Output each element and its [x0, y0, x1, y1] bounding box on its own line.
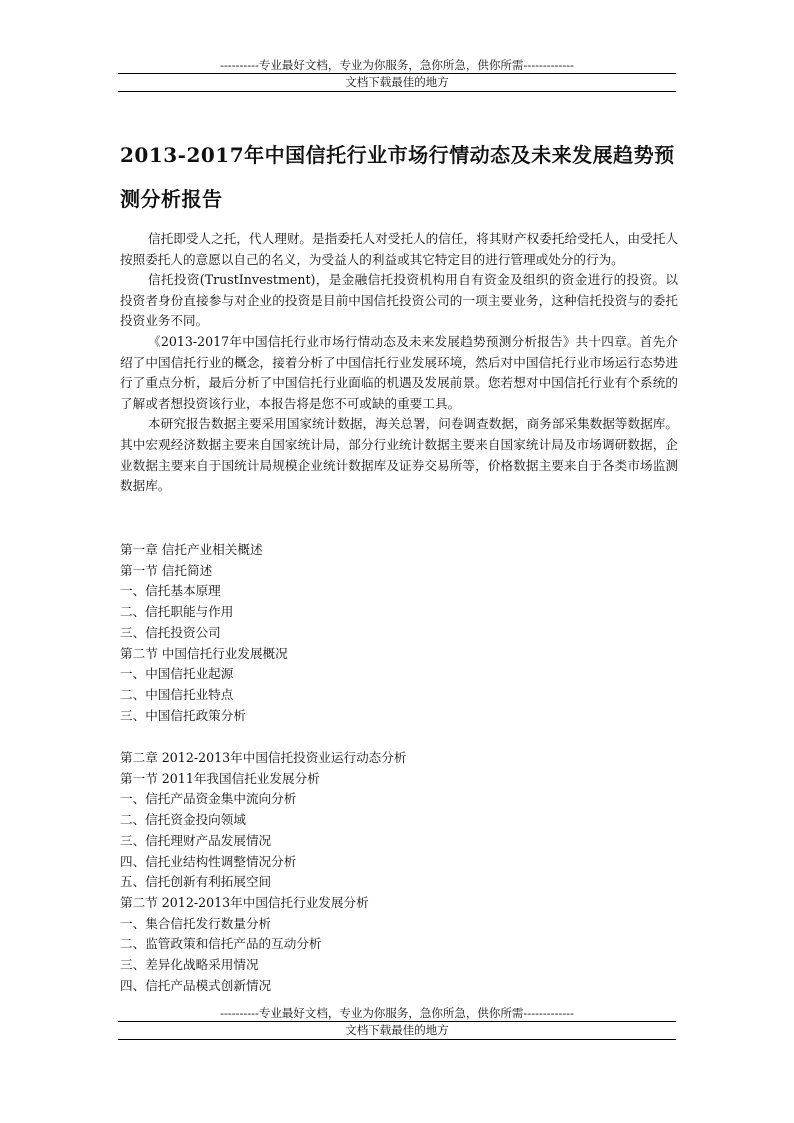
header-tagline: ----------专业最好文档，专业为你服务，急你所急，供你所需-------------	[220, 58, 574, 72]
toc-entry: 二、监管政策和信托产品的互动分析	[120, 936, 322, 952]
toc-entry: 五、信托创新有利拓展空间	[120, 874, 272, 890]
toc-entry: 一、信托产品资金集中流向分析	[120, 791, 297, 807]
toc-entry: 一、中国信托业起源	[120, 666, 234, 682]
footer-rule-bottom	[118, 1039, 676, 1040]
toc-entry: 第一节 信托简述	[120, 562, 213, 578]
intro-body	[120, 229, 678, 497]
toc-entry: 三、差异化战略采用情况	[120, 957, 259, 973]
page-footer	[118, 1006, 676, 1040]
toc-entry: 第二章 2012-2013年中国信托投资业运行动态分析	[120, 750, 407, 765]
page-header	[118, 58, 676, 92]
toc-entry: 二、中国信托业特点	[120, 686, 234, 702]
toc-entry: 一、信托基本原理	[120, 583, 221, 599]
toc-entry: 三、中国信托政策分析	[120, 707, 246, 723]
header-subtitle: 文档下载最佳的地方	[345, 75, 449, 89]
paragraph: 本研究报告数据主要采用国家统计数据，海关总署，问卷调查数据，商务部采集数据等数据库。其中宏观经济数据主要来自国家统计局，部分行业统计数据主要来自国家统计局及市场调研数据，企业数据主要来自于国统计局规模企业统计数据库及证券交易所等，价格数据主要来自于各类市场监测数据库。	[120, 416, 678, 494]
toc-entry: 二、信托职能与作用	[120, 604, 234, 620]
header-rule-bottom	[118, 91, 676, 92]
document-title: 2013-2017年中国信托行业市场行情动态及未来发展趋势预测分析报告	[120, 143, 675, 211]
toc-chapter-2	[120, 748, 678, 996]
footer-rule	[118, 1021, 676, 1022]
toc-entry: 第一章 信托产业相关概述	[120, 542, 263, 557]
toc-entry: 三、信托投资公司	[120, 624, 221, 640]
footer-subtitle: 文档下载最佳的地方	[345, 1023, 449, 1037]
toc-entry: 第一节 2011年我国信托业发展分析	[120, 770, 320, 786]
paragraph: 《2013-2017年中国信托行业市场行情动态及未来发展趋势预测分析报告》共十四章。首先介绍了中国信托行业的概念，接着分析了中国信托行业发展环境，然后对中国信托行业市场运行态势进行了重点分析，最后分析了中国信托行业面临的机遇及发展前景。您若想对中国信托行业有个系统的了解或者想投资该行业，本报告将是您不可或缺的重要工具。	[120, 333, 678, 411]
header-rule	[118, 73, 676, 74]
toc-entry: 三、信托理财产品发展情况	[120, 832, 272, 848]
toc-entry: 第二节 2012-2013年中国信托行业发展分析	[120, 894, 369, 910]
footer-tagline: ----------专业最好文档，专业为你服务，急你所急，供你所需-------------	[220, 1006, 574, 1020]
paragraph: 信托投资(TrustInvestment)，是金融信托投资机构用自有资金及组织的资金进行的投资。以投资者身份直接参与对企业的投资是目前中国信托投资公司的一项主要业务，这种信托投资与的委托投资业务不同。	[120, 272, 678, 329]
toc-entry: 四、信托产品模式创新情况	[120, 977, 272, 993]
toc-entry: 一、集合信托发行数量分析	[120, 915, 272, 931]
paragraph: 信托即受人之托，代人理财。是指委托人对受托人的信任，将其财产权委托给受托人，由受托人按照委托人的意愿以自己的名义，为受益人的利益或其它特定目的进行管理或处分的行为。	[120, 231, 678, 267]
toc-entry: 二、信托资金投向领域	[120, 812, 246, 828]
toc-chapter-1	[120, 540, 678, 726]
toc-entry: 第二节 中国信托行业发展概况	[120, 645, 288, 661]
toc-entry: 四、信托业结构性调整情况分析	[120, 853, 297, 869]
